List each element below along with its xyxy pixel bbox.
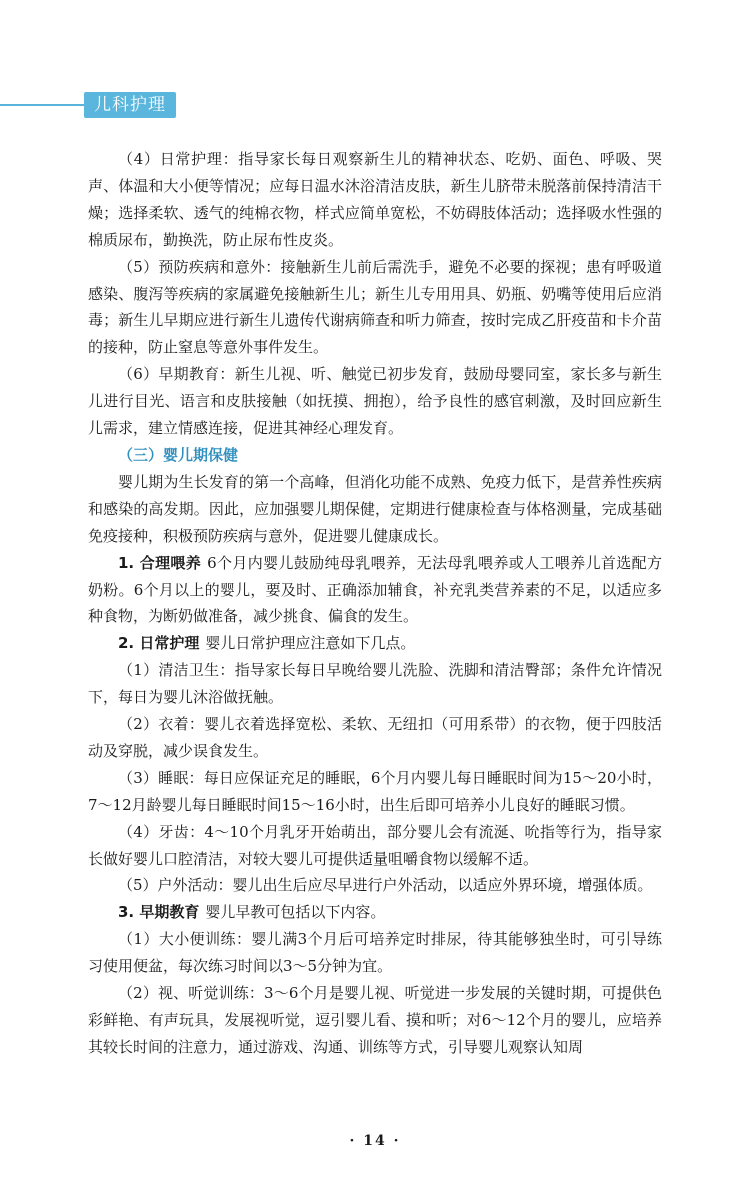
section-heading: （三）婴儿期保健 bbox=[118, 445, 239, 464]
paragraph-text: 婴儿早教可包括以下内容。 bbox=[205, 903, 386, 922]
paragraph bbox=[88, 550, 662, 631]
paragraph: （2）视、听觉训练：3～6个月是婴儿视、听觉进一步发展的关键时期，可提供色彩鲜艳、有声玩具，发展视听觉，逗引婴儿看、摸和听；对6～12个月的婴儿，应培养其较长时间的注意力，通过游戏、沟通、训练等方式，引导婴儿观察认知周 bbox=[88, 984, 662, 1056]
paragraph: 婴儿期为生长发育的第一个高峰，但消化功能不成熟、免疫力低下，是营养性疾病和感染的高发期。因此，应加强婴儿期保健，定期进行健康检查与体格测量，完成基础免疫接种，积极预防疾病与意外，促进婴儿健康成长。 bbox=[88, 472, 662, 545]
running-header-title: 儿科护理 bbox=[84, 92, 176, 118]
paragraph: （1）清洁卫生：指导家长每日早晚给婴儿洗脸、洗脚和清洁臀部；条件允许情况下，每日为婴儿沐浴做抚触。 bbox=[88, 661, 662, 707]
paragraph-text: 6个月内婴儿鼓励纯母乳喂养，无法母乳喂养或人工喂养儿首选配方奶粉。6个月以上的婴儿，要及时、正确添加辅食，补充乳类营养素的不足，以适应多种食物，为断奶做准备，减少挑食、偏食的发生。 bbox=[88, 553, 663, 626]
paragraph: （1）大小便训练：婴儿满3个月后可培养定时排尿，待其能够独坐时，可引导练习使用便盆，每次练习时间以3～5分钟为宜。 bbox=[88, 930, 662, 976]
paragraph bbox=[88, 630, 662, 657]
subsection-heading: 3. 早期教育 bbox=[118, 903, 200, 922]
paragraph-text: 婴儿日常护理应注意如下几点。 bbox=[205, 634, 416, 653]
body-text bbox=[88, 146, 662, 1061]
paragraph: （4）日常护理：指导家长每日观察新生儿的精神状态、吃奶、面色、呼吸、哭声、体温和大小便等情况；应每日温水沐浴清洁皮肤，新生儿脐带未脱落前保持清洁干燥；选择柔软、透气的纯棉衣物，样式应简单宽松，不妨碍肢体活动；选择吸水性强的棉质尿布，勤换洗，防止尿布性皮炎。 bbox=[88, 150, 662, 249]
paragraph: （4）牙齿：4～10个月乳牙开始萌出，部分婴儿会有流涎、吮指等行为，指导家长做好婴儿口腔清洁，对较大婴儿可提供适量咀嚼食物以缓解不适。 bbox=[88, 822, 662, 868]
paragraph: （5）户外活动：婴儿出生后应尽早进行户外活动，以适应外界环境，增强体质。 bbox=[118, 876, 653, 895]
subsection-heading: 1. 合理喂养 bbox=[118, 553, 202, 572]
paragraph: （2）衣着：婴儿衣着选择宽松、柔软、无纽扣（可用系带）的衣物，便于四肢活动及穿脱，减少误食发生。 bbox=[88, 715, 662, 760]
page-number: · 14 · bbox=[349, 1133, 401, 1149]
page-header bbox=[0, 0, 750, 130]
paragraph bbox=[88, 899, 662, 926]
subsection-heading: 2. 日常护理 bbox=[118, 634, 200, 653]
paragraph: （6）早期教育：新生儿视、听、触觉已初步发育，鼓励母婴同室，家长多与新生儿进行目光、语言和皮肤接触（如抚摸、拥抱），给予良性的感官刺激，及时回应新生儿需求，建立情感连接，促进其神经心理发育。 bbox=[88, 365, 662, 438]
paragraph: （5）预防疾病和意外：接触新生儿前后需洗手，避免不必要的探视；患有呼吸道感染、腹泻等疾病的家属避免接触新生儿；新生儿专用用具、奶瓶、奶嘴等使用后应消毒；新生儿早期应进行新生儿遗传代谢病筛查和听力筛查，按时完成乙肝疫苗和卡介苗的接种，防止窒息等意外事件发生。 bbox=[88, 257, 662, 357]
paragraph: （3）睡眠：每日应保证充足的睡眠，6个月内婴儿每日睡眠时间为15～20小时，7～12月龄婴儿每日睡眠时间15～16小时，出生后即可培养小儿良好的睡眠习惯。 bbox=[88, 768, 662, 814]
header-rule bbox=[0, 104, 92, 106]
